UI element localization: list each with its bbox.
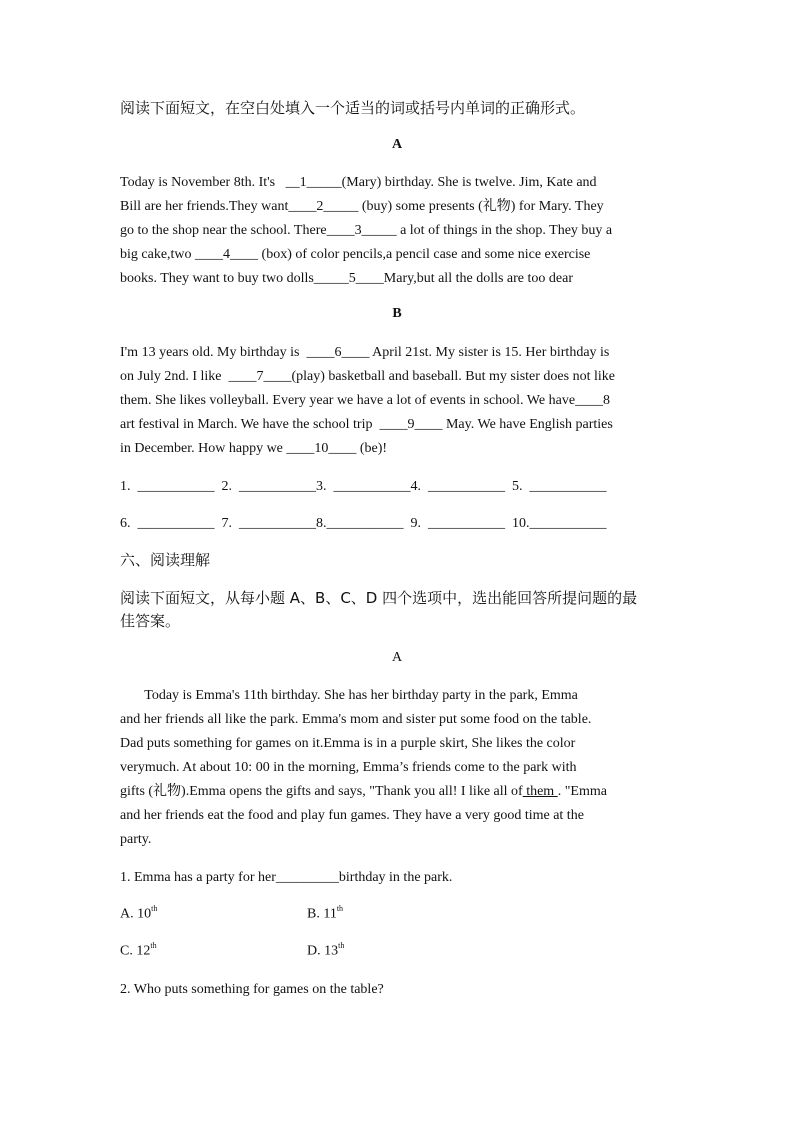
- ordinal-suffix: th: [338, 941, 345, 950]
- ordinal-suffix: th: [151, 904, 158, 913]
- passage-b-line-3: them. She likes volleyball. Every year we have a lot of events in school. We have____8: [120, 393, 611, 408]
- reading-line-5: [120, 782, 607, 802]
- passage-a-line-2: Bill are her friends.They want____2_____ (buy) some presents (礼物) for Mary. They: [120, 199, 604, 214]
- passage-b-line-4: art festival in March. We have the school trip ____9____ May. We have English parties: [120, 417, 613, 432]
- section-title: 六、阅读理解: [120, 551, 211, 569]
- option-a: [120, 905, 157, 923]
- option-d-label: D. 13: [307, 943, 339, 959]
- option-d: [307, 942, 344, 960]
- reading-line-7: party.: [120, 832, 152, 847]
- question-2: 2. Who puts something for games on the table?: [120, 982, 384, 997]
- answer-blanks-row-1: 1. ___________ 2. ___________3. ___________4. ___________ 5. ___________: [120, 479, 607, 494]
- passage-b-line-1: I'm 13 years old. My birthday is ____6____ April 21st. My sister is 15. Her birthday is: [120, 345, 610, 360]
- underlined-word-them: them: [522, 784, 558, 799]
- passage-b-line-2: on July 2nd. I like ____7____(play) basketball and baseball. But my sister does not like: [120, 369, 615, 384]
- reading-line-5-text: gifts (礼物).Emma opens the gifts and says, "Thank you all! I like all of: [120, 784, 523, 799]
- option-b: [307, 905, 343, 923]
- heading-b: B: [392, 306, 402, 321]
- passage-a-line-1: Today is November 8th. It's __1_____(Mary) birthday. She is twelve. Jim, Kate and: [120, 175, 597, 190]
- instruction-line-2: 佳答案。: [120, 612, 181, 630]
- option-c: [120, 942, 157, 960]
- reading-line-5-end: . "Emma: [557, 784, 607, 799]
- instruction-line-1: 阅读下面短文，从每小题 A、B、C、D 四个选项中，选出能回答所提问题的最: [120, 589, 638, 607]
- passage-a-line-4: big cake,two ____4____ (box) of color pencils,a pencil case and some nice exercise: [120, 247, 591, 262]
- ordinal-suffix: th: [150, 941, 157, 950]
- option-a-label: A. 10: [120, 906, 152, 922]
- option-b-label: B. 11: [307, 906, 337, 922]
- reading-line-2: and her friends all like the park. Emma's mom and sister put some food on the table.: [120, 712, 592, 727]
- passage-a-line-5: books. They want to buy two dolls_____5____Mary,but all the dolls are too dear: [120, 271, 573, 286]
- instruction-text: 阅读下面短文，在空白处填入一个适当的词或括号内单词的正确形式。: [120, 99, 586, 117]
- answer-blanks-row-2: 6. ___________ 7. ___________8.___________ 9. ___________ 10.___________: [120, 516, 607, 531]
- reading-line-1: Today is Emma's 11th birthday. She has her birthday party in the park, Emma: [120, 688, 578, 703]
- question-1: 1. Emma has a party for her_________birthday in the park.: [120, 870, 453, 885]
- passage-a-line-3: go to the shop near the school. There____3_____ a lot of things in the shop. They buy a: [120, 223, 613, 238]
- reading-line-6: and her friends eat the food and play fun games. They have a very good time at the: [120, 808, 584, 823]
- reading-line-4: verymuch. At about 10: 00 in the morning, Emma’s friends come to the park with: [120, 760, 577, 775]
- passage-b-line-5: in December. How happy we ____10____ (be)!: [120, 441, 388, 456]
- reading-line-3: Dad puts something for games on it.Emma is in a purple skirt, She likes the color: [120, 736, 576, 751]
- reading-heading-a: A: [391, 650, 403, 665]
- ordinal-suffix: th: [336, 904, 344, 913]
- heading-a: A: [391, 137, 403, 152]
- option-c-label: C. 12: [120, 943, 151, 959]
